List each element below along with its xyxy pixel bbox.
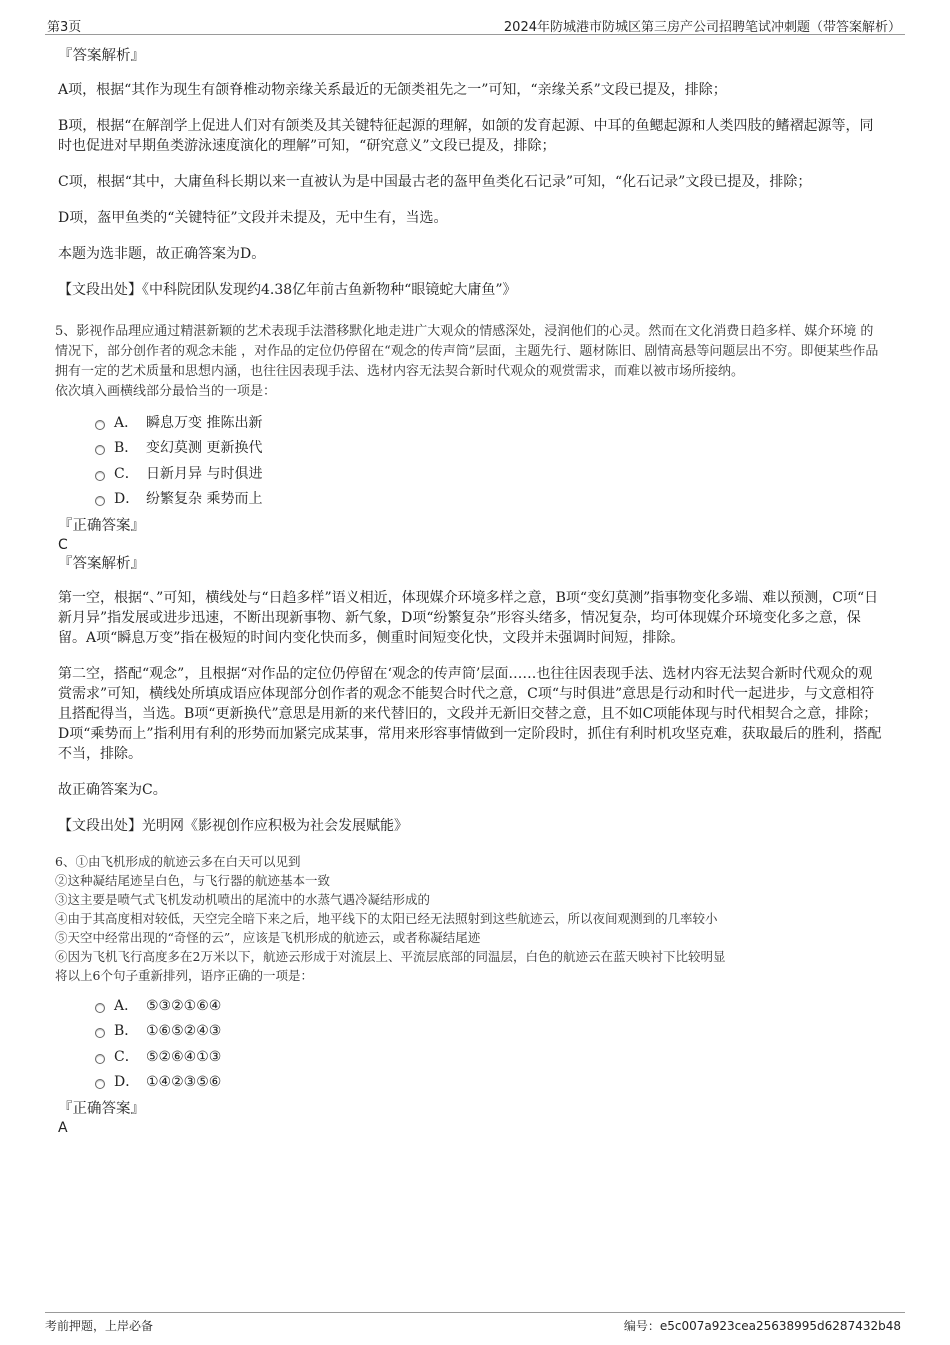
correct-answer: C bbox=[58, 537, 68, 553]
option-letter: A． bbox=[114, 997, 139, 1014]
page-header bbox=[45, 12, 905, 35]
option-text: 变幻莫测 更新换代 bbox=[146, 440, 263, 457]
option-d[interactable] bbox=[95, 1070, 885, 1096]
page-number: 第3页 bbox=[47, 20, 82, 35]
document-id: 编号：e5c007a923cea25638995d6287432b48 bbox=[623, 1319, 901, 1333]
document-title: 2024年防城港市防城区第三房产公司招聘笔试冲刺题（带答案解析） bbox=[503, 20, 901, 35]
option-letter: C． bbox=[114, 1048, 139, 1065]
option-text: 瞬息万变 推陈出新 bbox=[146, 414, 263, 431]
question-5 bbox=[55, 322, 885, 836]
sentence-5: ⑤天空中经常出现的“奇怪的云”，应该是飞机形成的航迹云，或者称凝结尾迹 bbox=[55, 930, 481, 945]
radio-icon[interactable] bbox=[95, 1079, 105, 1089]
question-6 bbox=[55, 852, 885, 1137]
answer-analysis bbox=[58, 588, 885, 836]
analysis-paragraph: D项，盔甲鱼类的“关键特征”文段并未提及，无中生有，当选。 bbox=[58, 210, 448, 226]
page-content bbox=[55, 46, 885, 1137]
question-prompt: 将以上6个句子重新排列，语序正确的一项是： bbox=[55, 968, 313, 983]
option-text: ⑤③②①⑥④ bbox=[146, 997, 222, 1014]
correct-answer-heading: 『正确答案』 bbox=[58, 1101, 145, 1117]
footer-slogan: 考前押题，上岸必备 bbox=[45, 1319, 154, 1333]
option-b[interactable] bbox=[95, 436, 885, 462]
question-stem: 5、影视作品理应通过精湛新颖的艺术表现手法潜移默化地走进广大观众的情感深处，浸润他们的心灵。然而在文化消费日趋多样、媒介环境 的情况下，部分创作者的观念未能 ，对作品的定位仍停留在“观念的传声筒”层面，主题先行、题材陈旧、剧情高悬等问题层出不穷。即便某些作品拥有一定的艺术质量和思想内涵，也往往因表现手法、选材内容无法契合新时代观众的观赏需求，而难以被市场所接纳。 bbox=[55, 324, 879, 379]
options-list bbox=[95, 410, 885, 512]
sentence-3: ③这主要是喷气式飞机发动机喷出的尾流中的水蒸气遇冷凝结形成的 bbox=[55, 892, 431, 907]
radio-icon[interactable] bbox=[95, 1054, 105, 1064]
correct-answer: A bbox=[58, 1120, 68, 1136]
radio-icon[interactable] bbox=[95, 496, 105, 506]
option-c[interactable] bbox=[95, 1044, 885, 1070]
analysis-paragraph: A项，根据“其作为现生有颌脊椎动物亲缘关系最近的无颌类祖先之一”可知，“亲缘关系”文段已提及，排除； bbox=[58, 82, 727, 98]
option-letter: C． bbox=[114, 465, 139, 482]
option-a[interactable] bbox=[95, 993, 885, 1019]
sentence-6: ⑥因为飞机飞行高度多在2万米以下，航迹云形成于对流层上、平流层底部的同温层，白色的航迹云在蓝天映衬下比较明显 bbox=[55, 949, 726, 964]
radio-icon[interactable] bbox=[95, 420, 105, 430]
radio-icon[interactable] bbox=[95, 445, 105, 455]
option-letter: D． bbox=[114, 491, 140, 508]
option-text: 日新月异 与时俱进 bbox=[146, 465, 263, 482]
radio-icon[interactable] bbox=[95, 1028, 105, 1038]
option-letter: D． bbox=[114, 1074, 140, 1091]
option-text: ①④②③⑤⑥ bbox=[146, 1074, 222, 1091]
radio-icon[interactable] bbox=[95, 1003, 105, 1013]
radio-icon[interactable] bbox=[95, 471, 105, 481]
source-citation: 【文段出处】《中科院团队发现约4.38亿年前古鱼新物种“眼镜蛇大庸鱼”》 bbox=[58, 282, 517, 298]
sentence-2: ②这种凝结尾迹呈白色，与飞行器的航迹基本一致 bbox=[55, 873, 331, 888]
analysis-heading: 『答案解析』 bbox=[58, 556, 145, 572]
option-b[interactable] bbox=[95, 1019, 885, 1045]
option-letter: B． bbox=[114, 1023, 139, 1040]
correct-answer-block bbox=[58, 1099, 885, 1137]
analysis-conclusion: 故正确答案为C。 bbox=[58, 782, 167, 798]
options-list bbox=[95, 993, 885, 1095]
analysis-paragraph: 第二空，搭配“观念”，且根据“对作品的定位仍停留在‘观念的传声筒’层面……也往往因表现手法、选材内容无法契合新时代观众的观赏需求”可知，横线处所填成语应体现部分创作者的观念不能契合时代之意，C项“与时俱进”意思是行动和时代一起进步，与文意相符且搭配得当，当选。B项“更新换代”意思是用新的来代替旧的，文段并无新旧交替之意，且不如C项能体现与时代相契合之意，排除；D项“乘势而上”指利用有利的形势而加紧完成某事，常用来形容事情做到一定阶段时，抓住有利时机攻坚克难，获取最后的胜利，搭配不当，排除。 bbox=[58, 666, 882, 762]
option-a[interactable] bbox=[95, 410, 885, 436]
source-citation: 【文段出处】光明网《影视创作应积极为社会发展赋能》 bbox=[58, 818, 408, 834]
correct-answer-block bbox=[58, 516, 885, 574]
page-footer bbox=[45, 1312, 905, 1333]
analysis-paragraph: 第一空，根据“、”可知，横线处与“日趋多样”语义相近，体现媒介环境多样之意，B项“变幻莫测”指事物变化多端、难以预测，C项“日新月异”指发展或进步迅速，不断出现新事物、新气象，D项“纷繁复杂”形容头绪多，情况复杂，均可体现媒介环境变化多之意，保留。A项“瞬息万变”指在极短的时间内变化快而多，侧重时间短变化快，文段并未强调时间短，排除。 bbox=[58, 590, 879, 646]
previous-answer-analysis bbox=[58, 46, 885, 300]
correct-answer-heading: 『正确答案』 bbox=[58, 518, 145, 534]
option-c[interactable] bbox=[95, 461, 885, 487]
option-d[interactable] bbox=[95, 487, 885, 513]
sentence-1: 6、①由飞机形成的航迹云多在白天可以见到 bbox=[55, 854, 301, 869]
question-prompt: 依次填入画横线部分最恰当的一项是： bbox=[55, 384, 277, 399]
option-letter: A． bbox=[114, 414, 139, 431]
analysis-paragraph: C项，根据“其中，大庸鱼科长期以来一直被认为是中国最古老的盔甲鱼类化石记录”可知，“化石记录”文段已提及，排除； bbox=[58, 174, 812, 190]
analysis-heading: 『答案解析』 bbox=[58, 48, 145, 64]
sentence-4: ④由于其高度相对较低，天空完全暗下来之后，地平线下的太阳已经无法照射到这些航迹云，所以夜间观测到的几率较小 bbox=[55, 911, 718, 926]
analysis-conclusion: 本题为选非题，故正确答案为D。 bbox=[58, 246, 266, 262]
option-text: 纷繁复杂 乘势而上 bbox=[146, 491, 263, 508]
analysis-paragraph: B项，根据“在解剖学上促进人们对有颌类及其关键特征起源的理解，如颌的发育起源、中耳的鱼鳃起源和人类四肢的鳍褶起源等，同时也促进对早期鱼类游泳速度演化的理解”可知，“研究意义”文段已提及，排除； bbox=[58, 118, 874, 154]
option-letter: B． bbox=[114, 440, 139, 457]
option-text: ①⑥⑤②④③ bbox=[146, 1023, 222, 1040]
option-text: ⑤②⑥④①③ bbox=[146, 1048, 222, 1065]
